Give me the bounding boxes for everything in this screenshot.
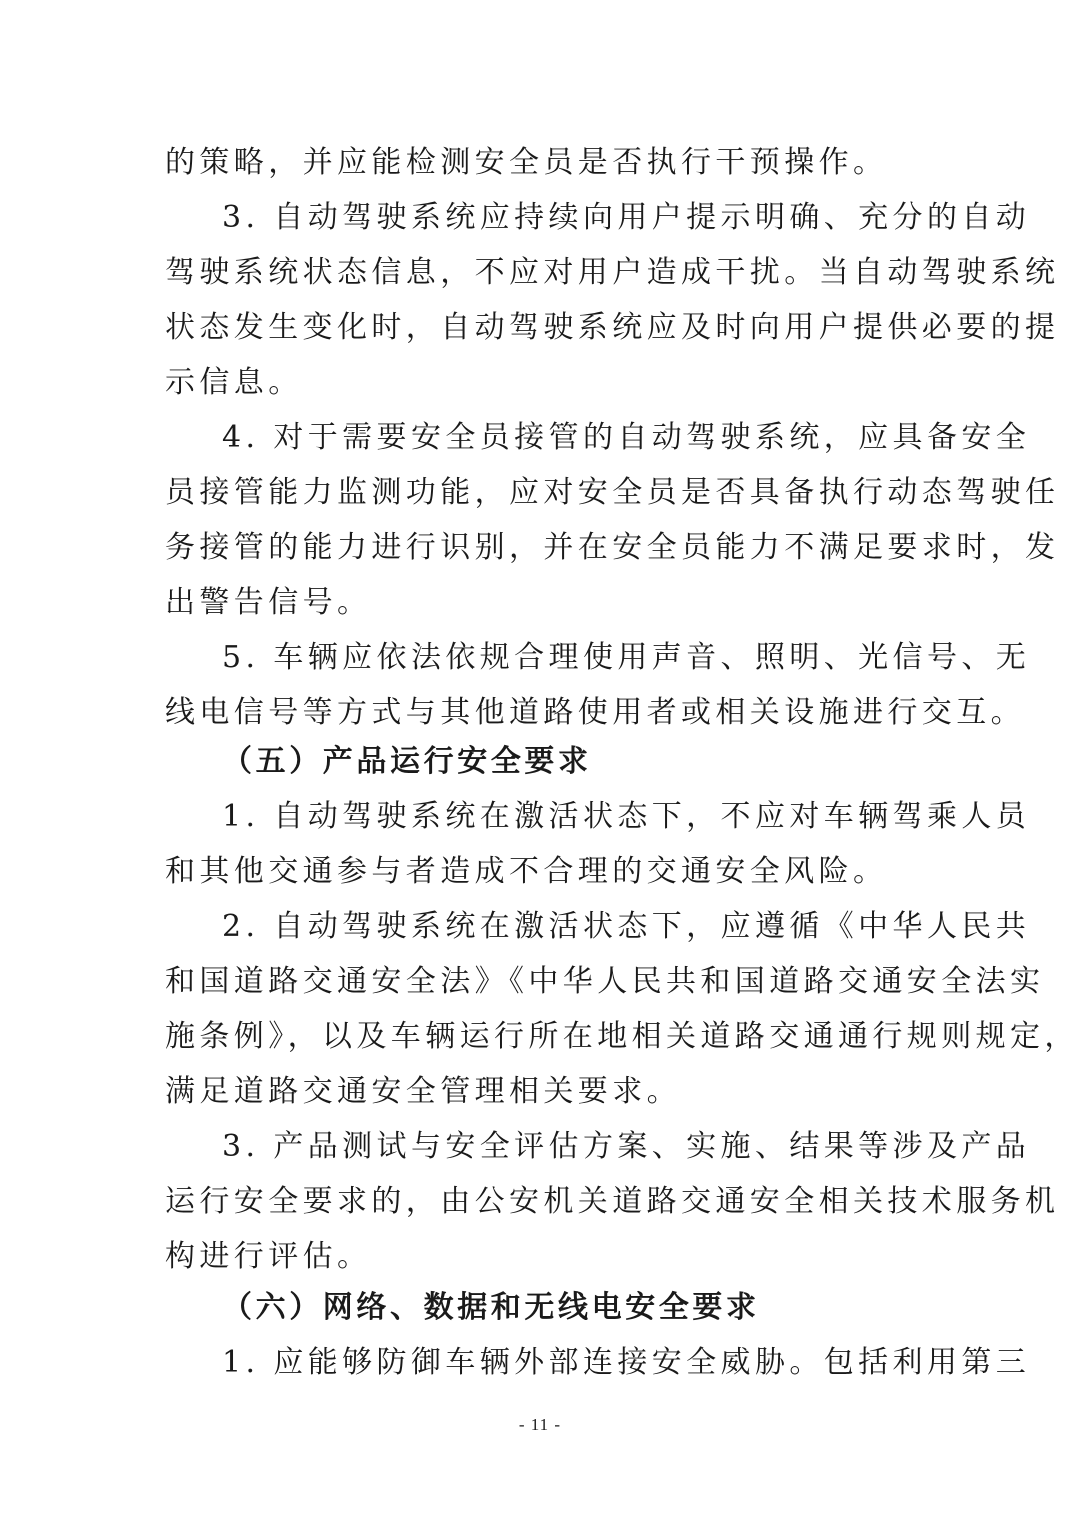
paragraph-line: 3. 自动驾驶系统应持续向用户提示明确、充分的自动	[222, 200, 1031, 235]
paragraph-line: 线电信号等方式与其他道路使用者或相关设施进行交互。	[165, 695, 1025, 730]
paragraph-line: 施条例》，以及车辆运行所在地相关道路交通通行规则规定，	[165, 1019, 1079, 1054]
paragraph-line: 和其他交通参与者造成不合理的交通安全风险。	[165, 854, 888, 889]
paragraph-line: 3. 产品测试与安全评估方案、实施、结果等涉及产品	[222, 1129, 1031, 1164]
paragraph-line: 和国道路交通安全法》《中华人民共和国道路交通安全法实	[165, 964, 1045, 999]
paragraph-line: 5. 车辆应依法依规合理使用声音、照明、光信号、无	[222, 640, 1031, 675]
paragraph-line: 满足道路交通安全管理相关要求。	[165, 1074, 681, 1109]
paragraph-line: 的策略，并应能检测安全员是否执行干预操作。	[165, 145, 888, 180]
paragraph-line: 驾驶系统状态信息，不应对用户造成干扰。当自动驾驶系统	[165, 255, 1060, 290]
section-heading: （五）产品运行安全要求	[222, 744, 592, 779]
paragraph-line: 1. 应能够防御车辆外部连接安全威胁。包括利用第三	[222, 1345, 1031, 1380]
paragraph-line: 务接管的能力进行识别，并在安全员能力不满足要求时，发	[165, 530, 1060, 565]
section-heading: （六）网络、数据和无线电安全要求	[222, 1290, 760, 1325]
paragraph-line: 示信息。	[165, 365, 303, 400]
paragraph-line: 4. 对于需要安全员接管的自动驾驶系统，应具备安全	[222, 420, 1031, 455]
page-number: - 11 -	[518, 1415, 562, 1434]
paragraph-line: 运行安全要求的，由公安机关道路交通安全相关技术服务机	[165, 1184, 1060, 1219]
paragraph-line: 出警告信号。	[165, 585, 372, 620]
paragraph-line: 2. 自动驾驶系统在激活状态下，应遵循《中华人民共	[222, 909, 1031, 944]
paragraph-line: 员接管能力监测功能，应对安全员是否具备执行动态驾驶任	[165, 475, 1060, 510]
paragraph-line: 1. 自动驾驶系统在激活状态下，不应对车辆驾乘人员	[222, 799, 1031, 834]
paragraph-line: 状态发生变化时，自动驾驶系统应及时向用户提供必要的提	[165, 310, 1060, 345]
paragraph-line: 构进行评估。	[165, 1239, 372, 1274]
